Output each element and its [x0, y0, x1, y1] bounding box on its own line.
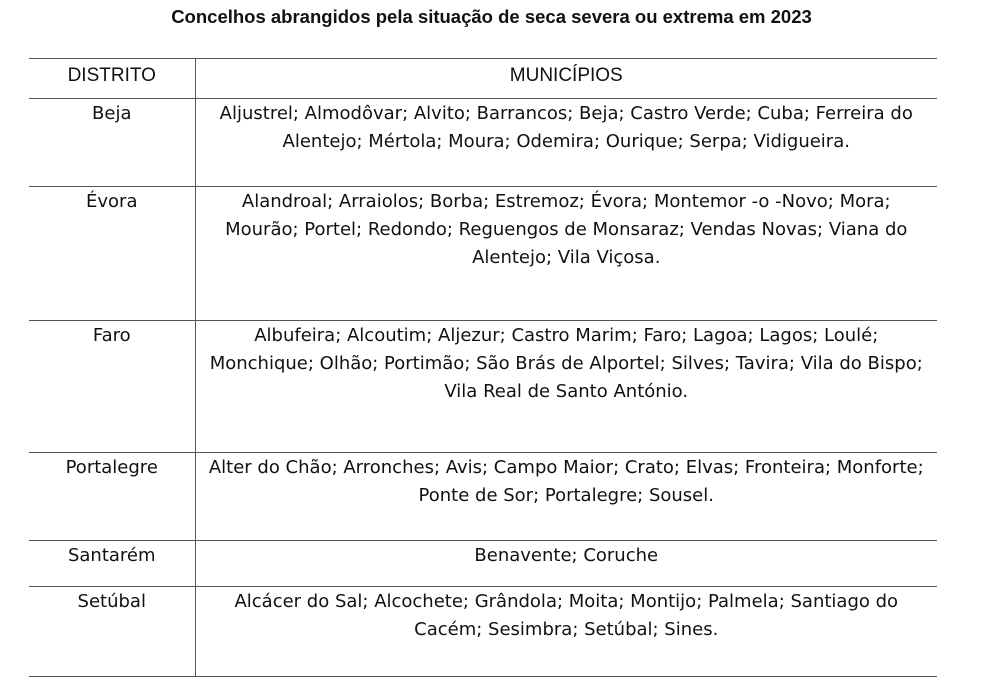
table-header-row [29, 59, 937, 99]
distrito-cell: Faro [29, 321, 195, 453]
distrito-cell: Beja [29, 99, 195, 187]
distrito-cell: Portalegre [29, 453, 195, 541]
municipios-cell: Aljustrel; Almodôvar; Alvito; Barrancos; Beja; Castro Verde; Cuba; Ferreira do Alentejo; Mértola; Moura; Odemira; Ourique; Serpa; Vidigueira. [195, 99, 937, 187]
municipios-cell: Benavente; Coruche [195, 541, 937, 587]
document-title: Concelhos abrangidos pela situação de seca severa ou extrema em 2023 [171, 6, 812, 27]
municipios-cell: Alcácer do Sal; Alcochete; Grândola; Moita; Montijo; Palmela; Santiago do Cacém; Sesimbra; Setúbal; Sines. [195, 587, 937, 677]
table-row [29, 99, 937, 187]
municipios-cell: Alandroal; Arraiolos; Borba; Estremoz; Évora; Montemor -o -Novo; Mora; Mourão; Portel; Redondo; Reguengos de Monsaraz; Vendas Novas; Viana do Alentejo; Vila Viçosa. [195, 187, 937, 321]
table-row [29, 321, 937, 453]
municipios-cell: Alter do Chão; Arronches; Avis; Campo Maior; Crato; Elvas; Fronteira; Monforte; Ponte de Sor; Portalegre; Sousel. [195, 453, 937, 541]
distrito-cell: Évora [29, 187, 195, 321]
table-row [29, 587, 937, 677]
municipalities-table [29, 58, 937, 677]
header-distrito: DISTRITO [29, 59, 195, 99]
table-row [29, 541, 937, 587]
header-municipios: MUNICÍPIOS [195, 59, 937, 99]
table-row [29, 453, 937, 541]
distrito-cell: Setúbal [29, 587, 195, 677]
municipios-cell: Albufeira; Alcoutim; Aljezur; Castro Marim; Faro; Lagoa; Lagos; Loulé; Monchique; Olhão; Portimão; São Brás de Alportel; Silves; Tavira; Vila do Bispo; Vila Real de Santo António. [195, 321, 937, 453]
table-row [29, 187, 937, 321]
distrito-cell: Santarém [29, 541, 195, 587]
